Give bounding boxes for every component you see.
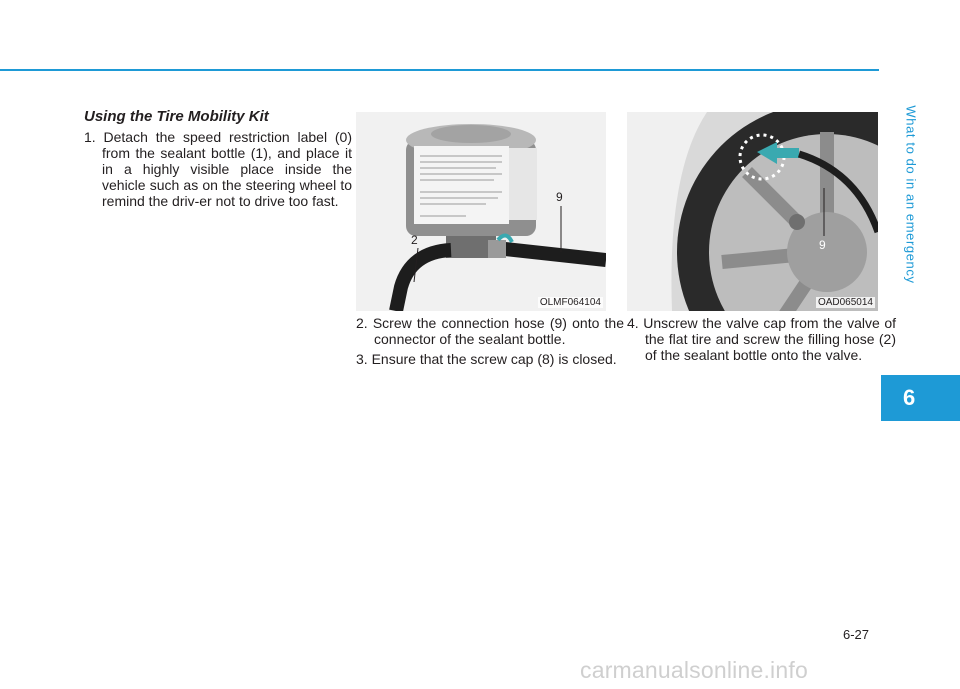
figure-code: OAD065014 <box>817 297 873 308</box>
step-3: 3. Ensure that the screw cap (8) is closed. <box>356 351 617 367</box>
step-1: 1. Detach the speed restriction label (0) from the sealant bottle (1), and place it in a highly visible place inside the vehicle such as on the steering wheel to remind the driv-er not to drive too fast. <box>84 129 352 209</box>
callout-9: 9 <box>556 190 563 204</box>
chapter-side-tab-label: What to do in an emergency <box>903 104 919 284</box>
callout-9: 9 <box>819 238 826 252</box>
chapter-side-tab[interactable] <box>896 14 926 374</box>
chapter-number: 6 <box>903 385 916 410</box>
callout-2: 2 <box>411 233 418 247</box>
section-title: Using the Tire Mobility Kit <box>84 108 269 125</box>
watermark: carmanualsonline.info <box>580 657 808 683</box>
page-number: 6-27 <box>843 627 870 642</box>
figure-wheel-valve <box>627 112 878 311</box>
chapter-number-tab[interactable] <box>881 375 960 421</box>
figure-code: OLMF064104 <box>539 297 601 308</box>
header-rule <box>0 69 879 71</box>
figure-sealant-bottle <box>356 112 606 311</box>
wheel-valve-illustration <box>627 112 878 311</box>
step-4: 4. Unscrew the valve cap from the valve of the flat tire and screw the filling hose (2) of the sealant bottle onto the valve. <box>627 315 896 363</box>
step-2: 2. Screw the connection hose (9) onto the connector of the sealant bottle. <box>356 315 624 347</box>
sealant-bottle-illustration <box>356 112 606 311</box>
